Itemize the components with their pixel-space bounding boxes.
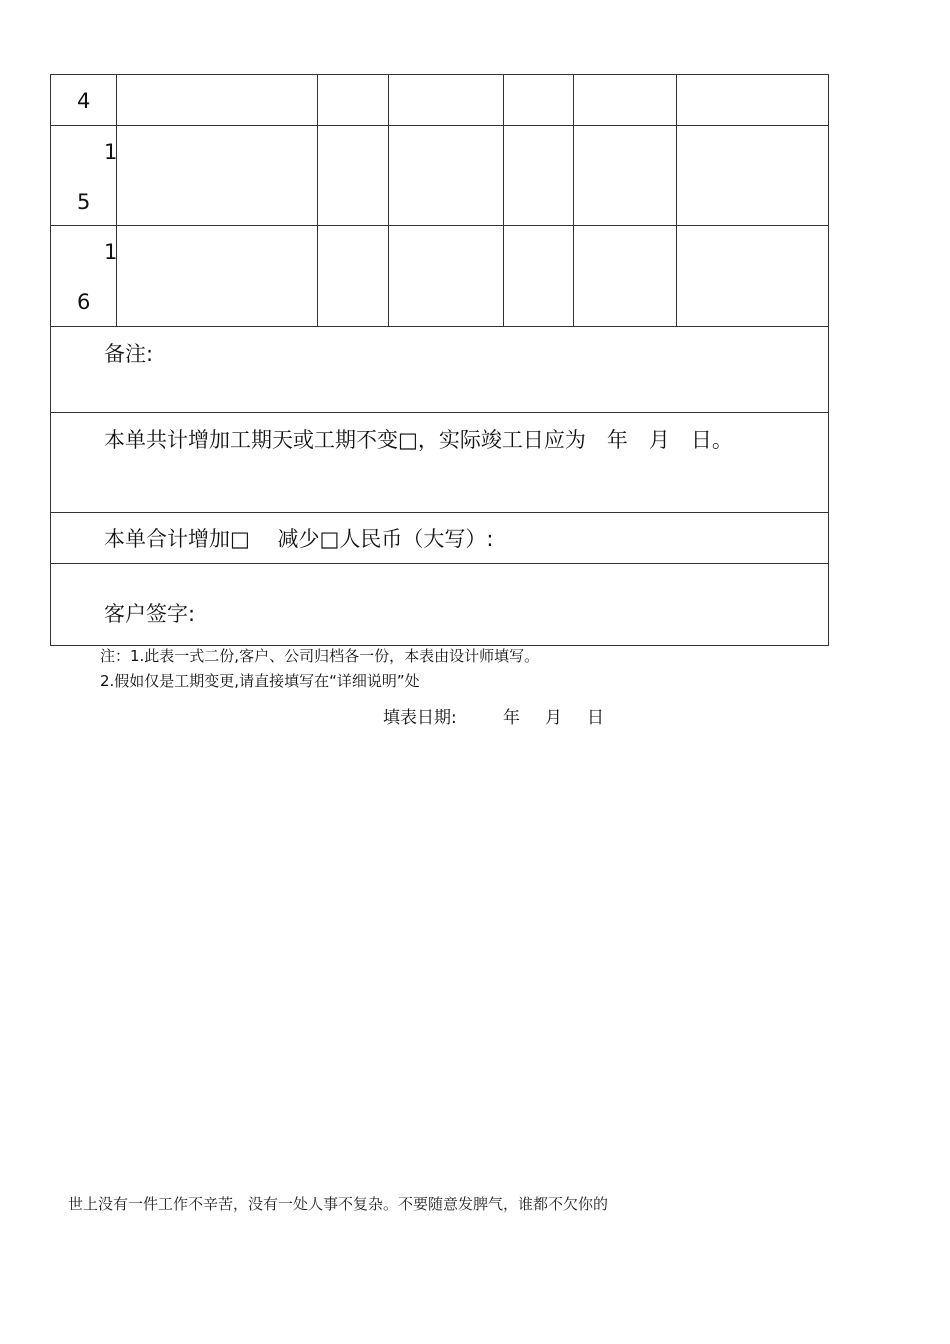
- unit-cell[interactable]: [318, 126, 389, 226]
- item-cell[interactable]: [117, 75, 318, 126]
- amount-cell[interactable]: [574, 75, 677, 126]
- fill-date-year: 年: [503, 708, 520, 728]
- amount-total-cell[interactable]: [51, 513, 829, 564]
- remarks-label: 备注:: [104, 342, 154, 366]
- row-index-cell: [51, 226, 117, 327]
- row-index-cell: [51, 75, 117, 126]
- row-index-cell: [51, 126, 117, 226]
- duration-statement: 本单共计增加工期天或工期不变□，实际竣工日应为 年 月 日。: [104, 428, 733, 452]
- row-index-line: 6: [77, 290, 91, 314]
- amount-row: [51, 513, 829, 564]
- row-index-line: 4: [77, 89, 91, 113]
- item-cell[interactable]: [117, 226, 318, 327]
- price-cell[interactable]: [504, 226, 574, 327]
- unit-cell[interactable]: [318, 75, 389, 126]
- amount-cell[interactable]: [574, 226, 677, 327]
- quantity-cell[interactable]: [389, 226, 504, 327]
- fill-date-label: 填表日期:: [383, 708, 457, 728]
- detail-cell[interactable]: [677, 126, 829, 226]
- signature-cell[interactable]: [51, 564, 829, 646]
- remarks-cell[interactable]: [51, 327, 829, 413]
- detail-cell[interactable]: [677, 75, 829, 126]
- signature-label: 客户签字:: [104, 602, 196, 626]
- table-row: [51, 226, 829, 327]
- note-line-1: 注：1.此表一式二份,客户、公司归档各一份，本表由设计师填写。: [100, 647, 540, 665]
- duration-cell[interactable]: [51, 413, 829, 513]
- row-index-line: 5: [77, 190, 91, 214]
- duration-row: [51, 413, 829, 513]
- fill-date-day: 日: [587, 708, 604, 728]
- price-cell[interactable]: [504, 75, 574, 126]
- price-cell[interactable]: [504, 126, 574, 226]
- amount-statement: 本单合计增加□ 减少□人民币（大写）:: [104, 527, 494, 551]
- table-row: [51, 75, 829, 126]
- signature-row: [51, 564, 829, 646]
- table-row: [51, 126, 829, 226]
- footer-quote: 世上没有一件工作不辛苦，没有一处人事不复杂。不要随意发脾气，谁都不欠你的: [68, 1195, 609, 1213]
- row-index-line: 1: [104, 240, 118, 264]
- quantity-cell[interactable]: [389, 126, 504, 226]
- note-line-2: 2.假如仅是工期变更,请直接填写在“详细说明”处: [100, 672, 420, 690]
- row-index-line: 1: [104, 140, 118, 164]
- remarks-row: [51, 327, 829, 413]
- item-cell[interactable]: [117, 126, 318, 226]
- fill-date-month: 月: [545, 708, 562, 728]
- unit-cell[interactable]: [318, 226, 389, 327]
- quantity-cell[interactable]: [389, 75, 504, 126]
- detail-cell[interactable]: [677, 226, 829, 327]
- amount-cell[interactable]: [574, 126, 677, 226]
- change-order-table: [50, 74, 829, 646]
